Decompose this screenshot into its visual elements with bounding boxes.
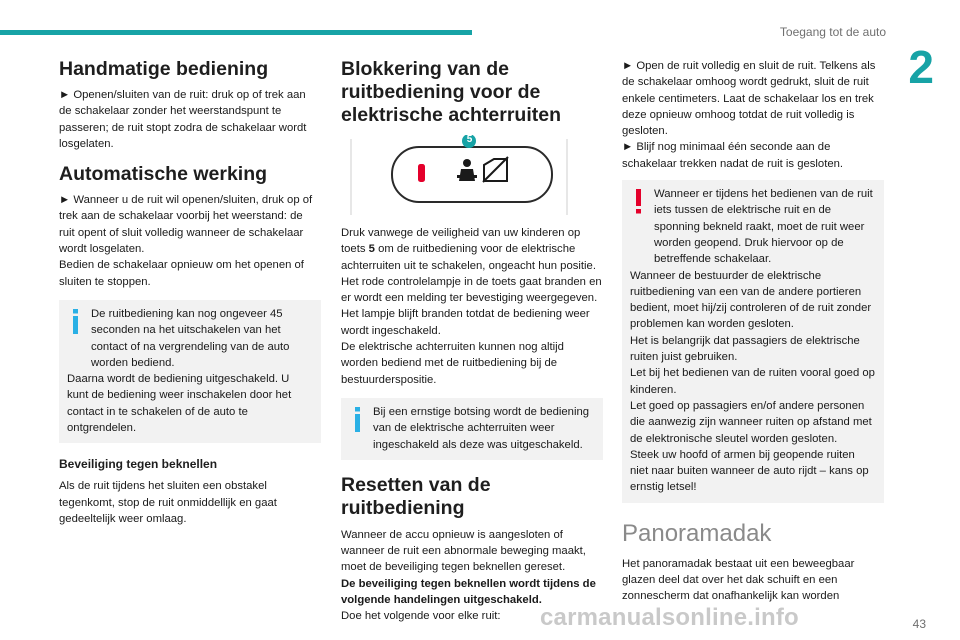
paragraph-lock-3: De elektrische achterruiten kunnen nog altijd worden bediend met de ruitbediening bij de bestuurderspositie. (341, 341, 564, 386)
paragraph-reset-2: Doe het volgende voor elke ruit: (341, 610, 501, 623)
warning-line-6: Steek uw hoofd of armen bij geopende ruiten niet naar buiten wanneer de auto rijdt – kans op ernstig letsel! (630, 448, 869, 494)
heading-lock: Blokkering van de ruitbediening voor de elektrische achterruiten (341, 58, 562, 126)
key-number-5: 5 (368, 243, 375, 256)
paragraph-lock-1 (341, 225, 603, 274)
heading-auto: Automatische werking (59, 163, 268, 186)
paragraph-auto-2: Bedien de schakelaar opnieuw om het openen of sluiten te stoppen. (59, 259, 304, 288)
warning-line-1: Wanneer er tijdens het bedienen van de ruit iets tussen de elektrische ruit en de sponning bekneld raakt, moet de ruit weer worden geopend. Druk hiervoor op de betreffende schakelaar. (654, 188, 873, 266)
heading-panorama: Panoramadak (622, 519, 772, 547)
paragraph-lock-1a: Druk vanwege de veiligheid van uw kinderen op toets (341, 227, 581, 256)
paragraph-auto-1: ► Wanneer u de ruit wil openen/sluiten, druk op of trek aan de schakelaar voorbij het weerstand: de ruit opent of sluit volledig wanneer de schakelaar wordt losgelaten. (59, 194, 313, 256)
column-1 (59, 50, 321, 527)
lock-switch-illustration (341, 135, 603, 219)
warning-icon (630, 187, 648, 215)
page-number: 43 (912, 617, 926, 631)
info-note-collision (341, 398, 603, 460)
column-2 (341, 50, 603, 625)
warning-note (622, 180, 884, 503)
callout-5: 5 (466, 134, 473, 145)
warning-line-5: Let goed op passagiers en/of andere personen die aanwezig zijn wanneer ruiten op afstand met de elektronische sleutel worden gesloten. (630, 399, 872, 445)
info-icon (67, 307, 85, 335)
paragraph-panorama: Het panoramadak bestaat uit een beweegbaar glazen deel dat over het dak schuift en een zonnescherm dat onafhankelijk kan worden (622, 557, 855, 603)
heading-pinch: Beveiliging tegen beknellen (59, 457, 218, 472)
header-accent-bar (0, 30, 472, 35)
info-note-collision-text: Bij een ernstige botsing wordt de bediening van de elektrische achterruiten weer ingeschakeld als deze was uitgeschakeld. (373, 405, 590, 451)
warning-line-2: Wanneer de bestuurder de elektrische ruitbediening van een van de andere portieren bedient, moet hij/zij controleren of de ruit zonder problemen kan worden gesloten. (630, 269, 872, 331)
paragraph-reset-1: Wanneer de accu opnieuw is aangesloten of wanneer de ruit een abnormale beweging maakt, moet de beveiliging tegen beknellen gereset. (341, 528, 586, 574)
paragraph-open-close: ► Open de ruit volledig en sluit de ruit. Telkens als de schakelaar omhoog wordt gedrukt, sluit de ruit enkele centimeters. Laat de schakelaar los en trek deze opnieuw omhoog totdat de ruit volledig is gesloten. (622, 60, 876, 138)
info-icon (349, 405, 367, 433)
chapter-number: 2 (908, 41, 934, 93)
info-note (59, 300, 321, 443)
watermark: carmanualsonline.info (540, 604, 799, 631)
paragraph-lock-2: Het rode controlelampje in de toets gaat branden en er wordt een melding ter bevestiging weergegeven. Het lampje blijft branden totdat de bediening weer wordt ingeschakeld. (341, 275, 602, 337)
info-note-line-1: De ruitbediening kan nog ongeveer 45 seconden na het uitschakelen van het contact of na vergrendeling van de auto worden bediend. (91, 307, 290, 369)
paragraph-hold: ► Blijf nog minimaal één seconde aan de schakelaar trekken nadat de ruit is gesloten. (622, 141, 844, 170)
heading-reset: Resetten van de ruitbediening (341, 473, 491, 519)
heading-manual: Handmatige bediening (59, 58, 269, 80)
paragraph-lock-1c: om de ruitbediening voor de elektrische achterruiten uit te schakelen, ongeacht hun positie. (341, 243, 596, 272)
running-header: Toegang tot de auto (779, 25, 886, 39)
paragraph-manual: ► Openen/sluiten van de ruit: druk op of trek aan de schakelaar zonder het weerstandspunt te passeren; de ruit stopt zodra de schakelaar wordt losgelaten. (59, 89, 307, 150)
column-3 (622, 50, 884, 605)
info-note-line-2: Daarna wordt de bediening uitgeschakeld. U kunt de bediening weer inschakelen door het contact in te schakelen of de auto te ontgrendelen. (67, 373, 292, 435)
warning-line-4: Let bij het bedienen van de ruiten vooral goed op kinderen. (630, 367, 875, 396)
warning-line-3: Het is belangrijk dat passagiers de elektrische ruiten juist gebruiken. (630, 334, 860, 364)
lock-switch-figure (341, 135, 603, 219)
paragraph-reset-bold: De beveiliging tegen beknellen wordt tijdens de volgende handelingen uitgeschakeld. (341, 577, 596, 607)
paragraph-pinch: Als de ruit tijdens het sluiten een obstakel tegenkomt, stop de ruit onmiddellijk en gaat gedeeltelijk weer omlaag. (59, 480, 277, 525)
